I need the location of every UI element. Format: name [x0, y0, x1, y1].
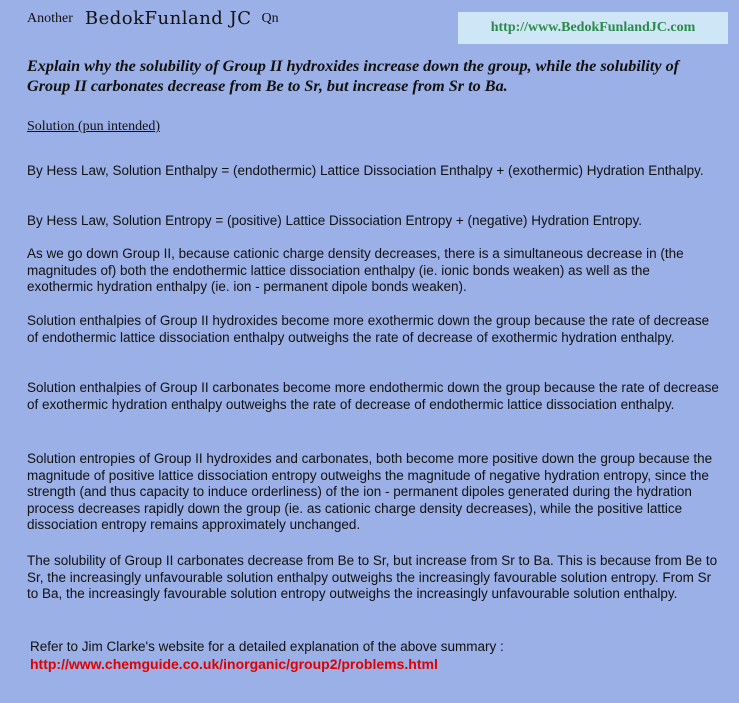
paragraph-solution-entropy: Solution entropies of Group II hydroxides and carbonates, both become more positive down the group because the magnitude of positive lattice dissociation entropy outweighs the magnitude of negative hydration entropy, since the strength (and thus capacity to induce orderliness) of the ion - permanent dipoles generated during the hydration process decreases rapidly down the group (ie. as cationic charge density decreases), while the positive lattice dissociation entropy remains approximately unchanged. [27, 451, 713, 533]
header-prefix: Another [27, 10, 73, 26]
paragraph-hydroxide-enthalpy: Solution enthalpies of Group II hydroxides become more exothermic down the group because the rate of decrease of endothermic lattice dissociation enthalpy outweighs the rate of decrease of exothermic hydration enthalpy. [27, 313, 710, 345]
brand-name: BedokFunland JC [84, 8, 252, 29]
paragraph-carbonate-enthalpy: Solution enthalpies of Group II carbonates become more endothermic down the group because the rate of decrease of exothermic hydration enthalpy outweighs the rate of decrease of endothermic lattice dissociation enthalpy. [27, 380, 719, 412]
header-title [27, 8, 279, 29]
site-url[interactable]: http://www.BedokFunlandJC.com [490, 20, 696, 35]
paragraph-hess-enthalpy: By Hess Law, Solution Enthalpy = (endothermic) Lattice Dissociation Enthalpy + (exothermic) Hydration Enthalpy. [27, 163, 704, 178]
question-text: Explain why the solubility of Group II hydroxides increase down the group, while the solubility of Group II carbonates decrease from Be to Sr, but increase from Sr to Ba. [27, 57, 680, 95]
paragraph-conclusion: The solubility of Group II carbonates decrease from Be to Sr, but increase from Sr to Ba. This is because from Be to Sr, the increasingly unfavourable solution enthalpy outweighs the increasingly favourable solution entropy. From Sr to Ba, the increasingly favourable solution entropy outweighs the increasingly unfavourable solution enthalpy. [27, 553, 718, 602]
reference-text: Refer to Jim Clarke's website for a detailed explanation of the above summary : [30, 639, 504, 654]
paragraph-charge-density: As we go down Group II, because cationic charge density decreases, there is a simultaneous decrease in (the magnitudes of) both the endothermic lattice dissociation enthalpy (ie. ionic bonds weaken) as well as the exothermic hydration enthalpy (ie. ion - permanent dipole bonds weaken). [27, 246, 684, 295]
site-url-banner[interactable] [458, 12, 728, 44]
header-suffix: Qn [261, 10, 279, 26]
paragraph-hess-entropy: By Hess Law, Solution Entropy = (positive) Lattice Dissociation Entropy + (negative) Hydration Entropy. [27, 213, 643, 228]
solution-heading: Solution (pun intended) [27, 119, 160, 134]
reference-link[interactable]: http://www.chemguide.co.uk/inorganic/group2/problems.html [30, 656, 438, 672]
